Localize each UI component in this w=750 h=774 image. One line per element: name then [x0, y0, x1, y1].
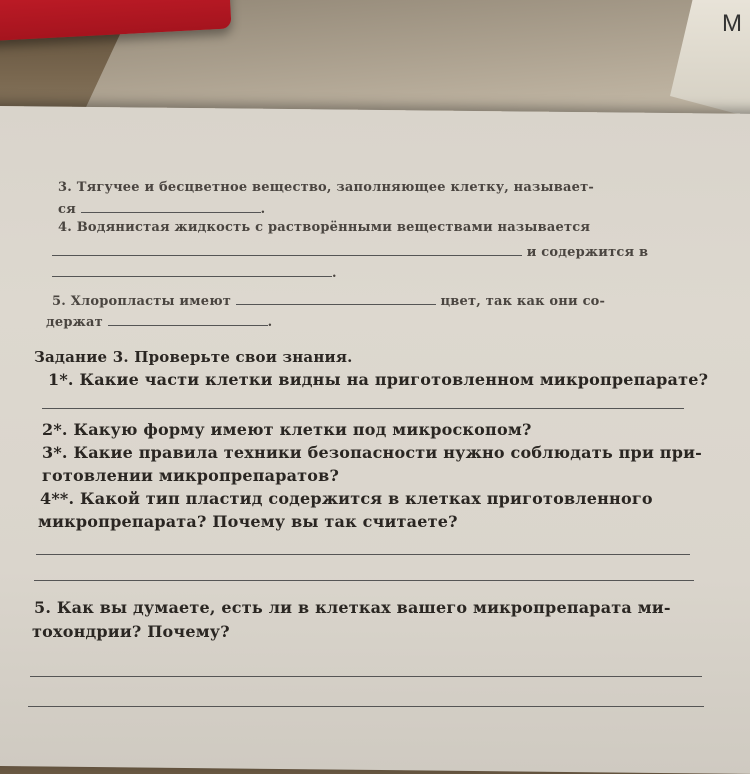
answer-line-4[interactable] [30, 676, 702, 677]
task-3-question-5-line-2: тохондрии? Почему? [32, 622, 230, 641]
task-3-question-4-line-1: 4**. Какой тип пластид содержится в клетках приготовленного [40, 489, 653, 508]
task-3-question-5-line-1: 5. Как вы думаете, есть ли в клетках вашего микропрепарата ми- [34, 598, 671, 617]
corner-letter: M [722, 10, 742, 37]
answer-line-3[interactable] [34, 580, 694, 581]
task-3-question-4-line-2: микропрепарата? Почему вы так считаете? [38, 512, 458, 531]
item-5-text-b: цвет, так как они со- [440, 294, 606, 309]
item-4-line-2 [52, 241, 648, 260]
item-4-blank-2[interactable] [52, 262, 332, 277]
task-3-question-3-line-2: готовлении микропрепаратов? [42, 466, 340, 485]
answer-line-1[interactable] [42, 408, 684, 409]
item-5-text-c: держат [46, 315, 103, 330]
item-5-blank-1[interactable] [236, 290, 436, 305]
item-5-text-a: 5. Хлоропласты имеют [52, 294, 232, 309]
item-4-line-3: . [52, 262, 337, 281]
item-3-text: ся [58, 202, 76, 217]
item-4-line-1: 4. Водянистая жидкость с растворёнными веществами называется [58, 220, 591, 235]
item-5-blank-2[interactable] [108, 311, 268, 326]
item-5-line-2: держат . [46, 311, 272, 330]
task-3-question-1: 1*. Какие части клетки видны на приготовленном микропрепарате? [48, 370, 709, 389]
task-3-question-2: 2*. Какую форму имеют клетки под микроскопом? [42, 420, 532, 439]
item-3-line-1: 3. Тягучее и бесцветное вещество, заполняющее клетку, называет- [58, 180, 594, 195]
item-4-blank-1[interactable] [52, 241, 522, 256]
item-3-line-2: ся . [58, 198, 265, 217]
item-5-line-1 [52, 290, 605, 309]
answer-line-2[interactable] [36, 554, 690, 555]
task-3-question-3-line-1: 3*. Какие правила техники безопасности нужно соблюдать при при- [42, 443, 702, 462]
item-3-blank[interactable] [81, 198, 261, 213]
task-3-title: Задание 3. Проверьте свои знания. [34, 348, 353, 366]
item-4-text: и содержится в [526, 245, 649, 260]
answer-line-5[interactable] [28, 706, 704, 707]
